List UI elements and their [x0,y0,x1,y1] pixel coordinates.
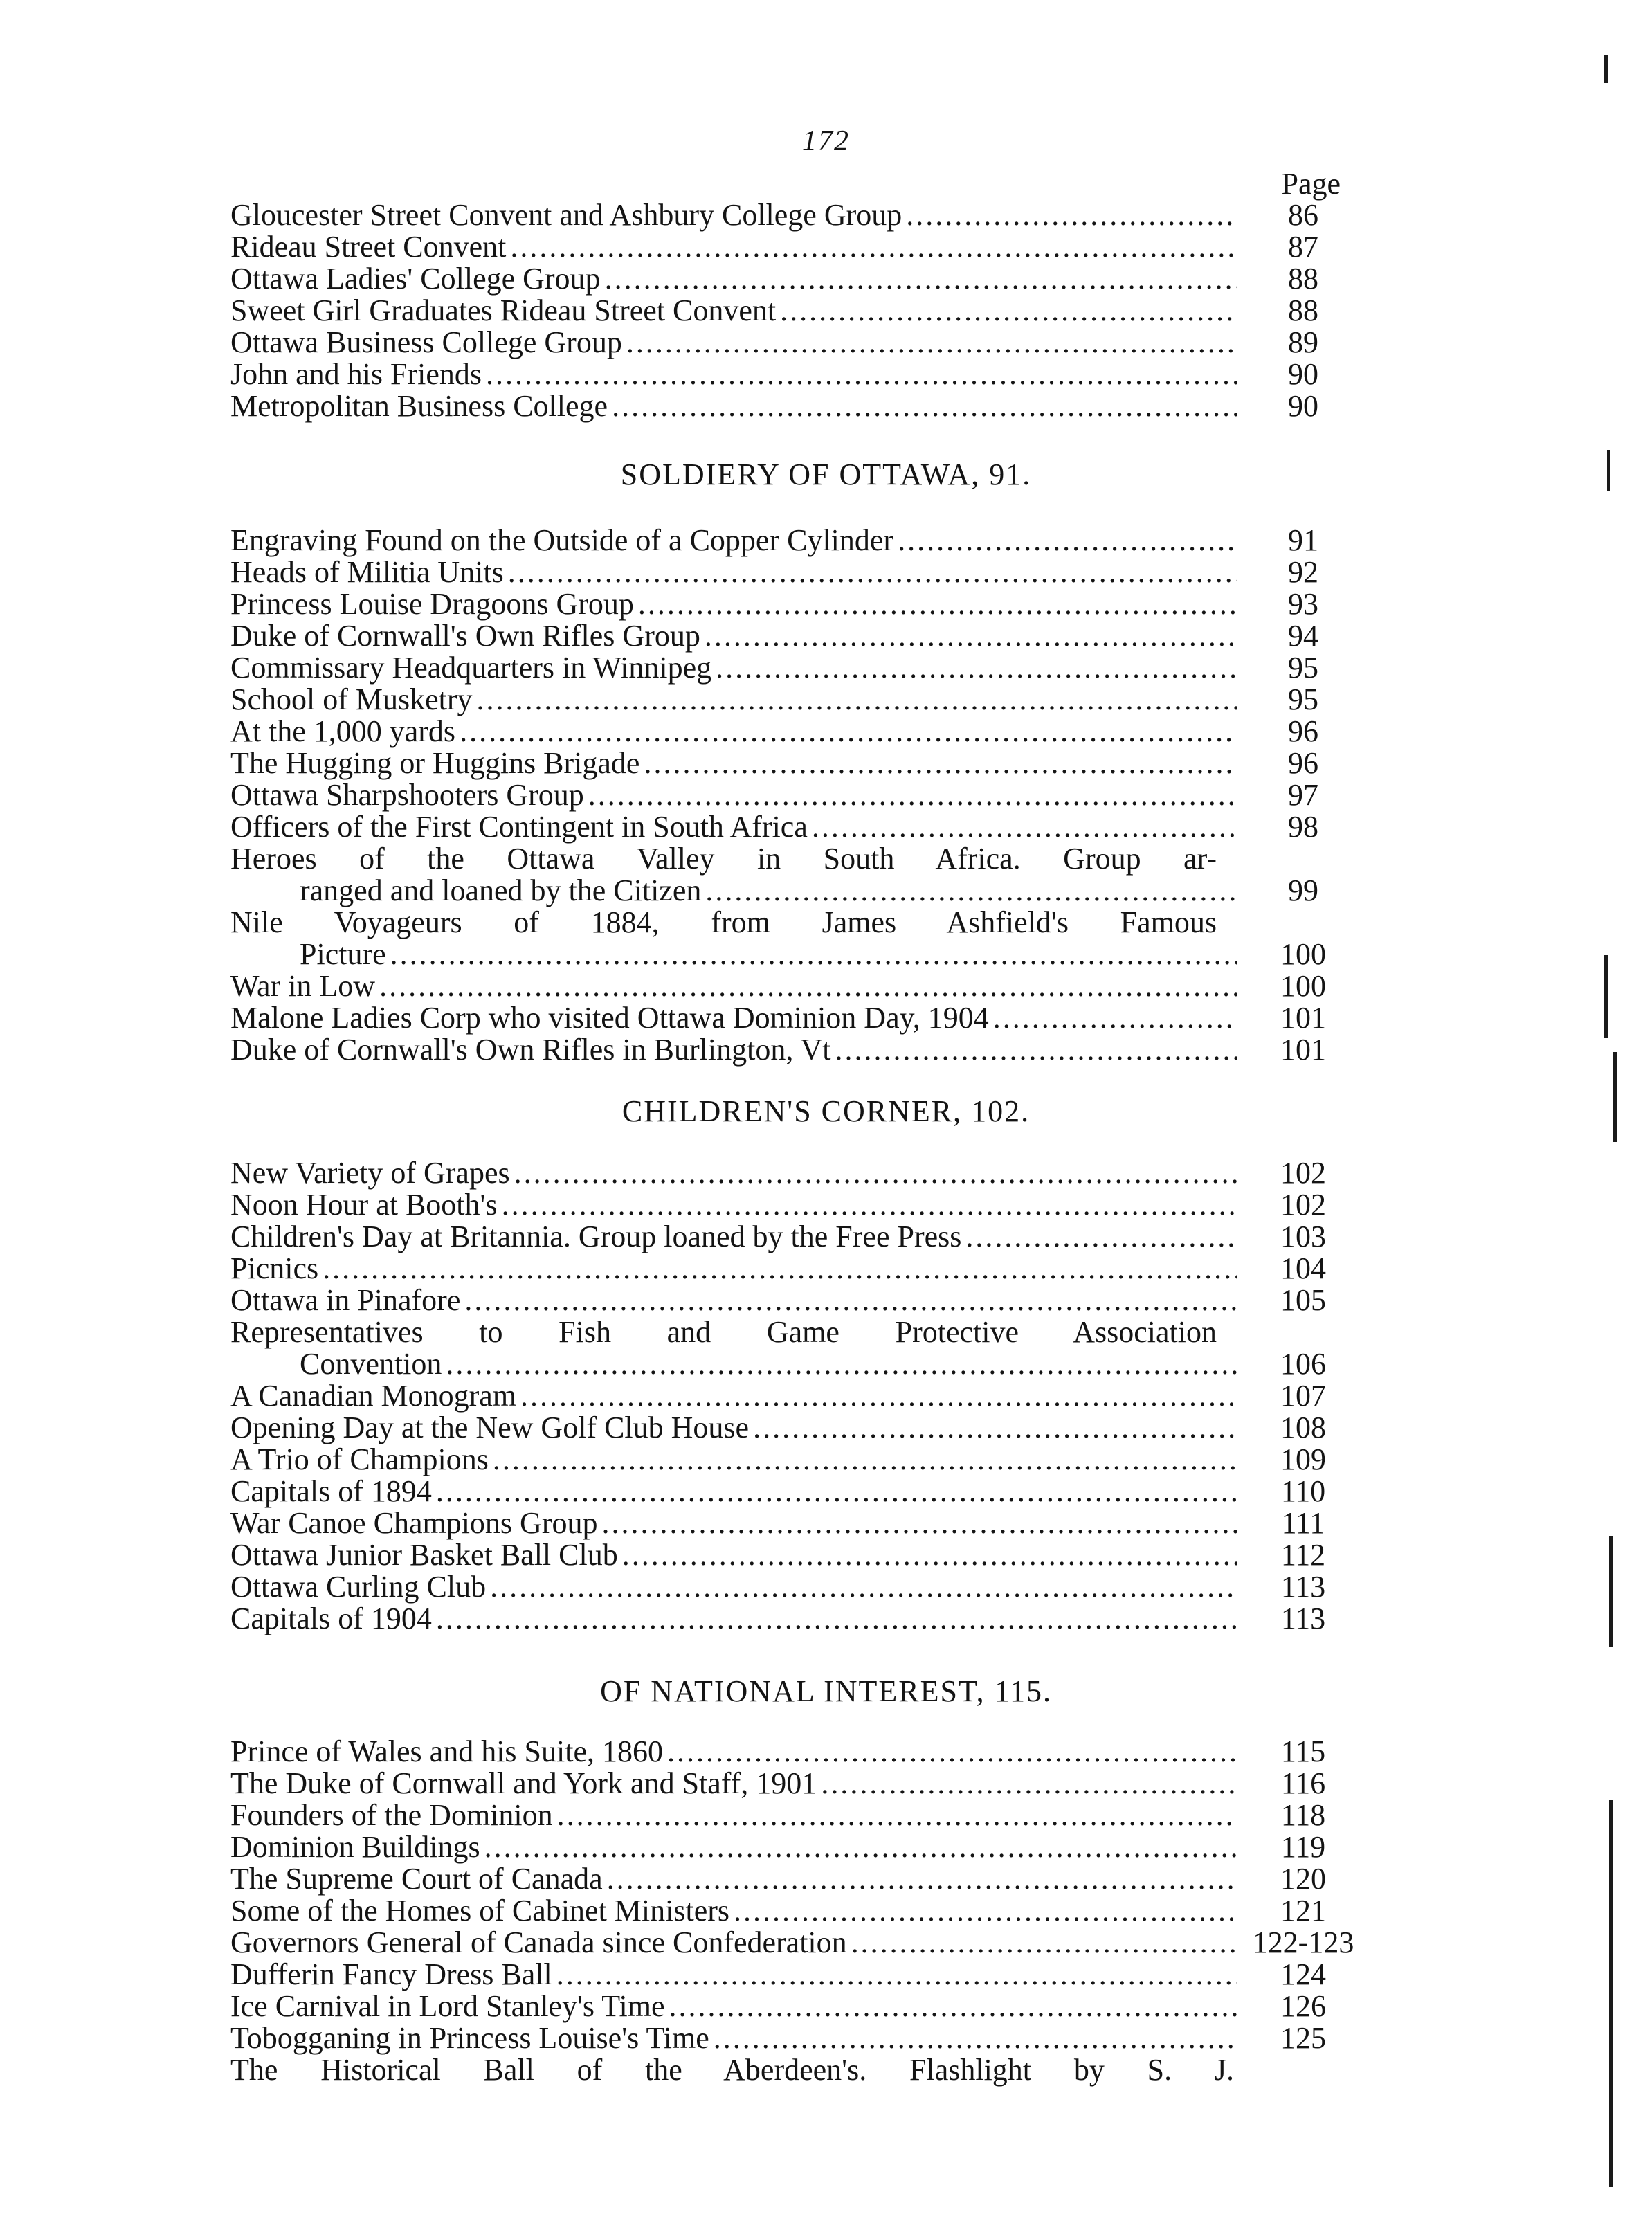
section-heading-soldiery: SOLDIERY OF OTTAWA, 91. [620,457,1032,491]
leader-dots [644,747,1237,779]
toc-entry [230,779,1355,811]
entry-page: 113 [1280,1602,1326,1635]
entry-page: 119 [1280,1830,1326,1864]
toc-entry [230,556,1355,588]
entry-title: The Hugging or Huggins Brigade [230,746,640,780]
entry-title: Picnics [230,1251,319,1285]
toc-entry [230,327,1355,359]
toc-entry [230,1539,1355,1571]
leader-dots [379,970,1237,1002]
toc-entry [230,1991,1355,2022]
leader-dots [906,199,1237,231]
soldiery-list [230,525,1355,1066]
leader-dots [436,1603,1237,1635]
toc-entry [230,525,1355,556]
entry-title-continued: The Historical Ball of the Aberdeen's. Flashlight by S. J. [230,2053,1234,2087]
toc-entry [230,970,1355,1002]
entry-page: 103 [1280,1220,1326,1253]
entry-page: 96 [1288,746,1318,780]
toc-entry [230,1959,1355,1991]
entry-page: 87 [1288,230,1318,264]
toc-entry [230,875,1355,907]
toc-entry [230,1034,1355,1066]
entry-page: 106 [1280,1347,1326,1381]
entry-title: Duke of Cornwall's Own Rifles in Burlington, Vt [230,1033,831,1067]
entry-page: 99 [1288,873,1318,907]
entry-title: Opening Day at the New Golf Club House [230,1411,750,1444]
leader-dots [510,231,1237,263]
entry-title: Ottawa Ladies' College Group [230,262,601,296]
entry-page: 91 [1288,523,1318,557]
entry-page: 113 [1280,1570,1326,1604]
leader-dots [705,620,1237,652]
entry-page: 95 [1288,682,1318,716]
entry-title: Capitals of 1894 [230,1474,432,1508]
entry-title: Duke of Cornwall's Own Rifles Group [230,619,700,653]
entry-title: Picture [300,937,386,971]
entry-title: Gloucester Street Convent and Ashbury College Group [230,198,902,232]
national-list [230,1736,1355,2086]
entry-title: Malone Ladies Corp who visited Ottawa Dominion Day, 1904 [230,1001,989,1035]
leader-dots [484,1831,1237,1863]
entry-title: A Canadian Monogram [230,1379,517,1413]
toc-entry [230,1571,1355,1603]
leader-dots [514,1157,1237,1189]
entry-page: 111 [1281,1506,1325,1540]
toc-entry [230,684,1355,716]
entry-page: 98 [1288,810,1318,844]
page-number: 172 [802,125,850,157]
entry-page: 93 [1288,587,1318,621]
entry-title: Rideau Street Convent [230,230,507,264]
toc-entry [230,716,1355,747]
toc-entry [230,1768,1355,1800]
leader-dots [612,390,1237,422]
entry-page: 102 [1280,1188,1326,1222]
leader-dots [626,327,1237,359]
toc-entry [230,1002,1355,1034]
entry-page: 90 [1288,389,1318,423]
entry-page: 88 [1288,293,1318,327]
leader-dots [821,1768,1237,1800]
leader-dots [622,1539,1237,1571]
toc-entry [230,1895,1355,1927]
leader-dots [557,1800,1237,1831]
entry-title: Ottawa Business College Group [230,325,622,359]
entry-page: 122-123 [1252,1925,1354,1959]
entry-title: Founders of the Dominion [230,1798,553,1832]
page-column-label: Page [1281,167,1341,201]
entry-title: Officers of the First Contingent in South Africa [230,810,808,844]
toc-entry [230,390,1355,422]
entry-title: Dufferin Fancy Dress Ball [230,1957,552,1991]
entry-title: Heads of Militia Units [230,555,504,589]
leader-dots [601,1507,1237,1539]
entry-title: War Canoe Champions Group [230,1506,598,1540]
entry-title: Metropolitan Business College [230,389,608,423]
toc-entry [230,1927,1355,1959]
entry-page: 92 [1288,555,1318,589]
entry-page: 101 [1280,1001,1326,1035]
scan-mark [1609,1800,1613,2187]
leader-dots [436,1476,1237,1507]
entry-page: 124 [1280,1957,1326,1991]
entry-title: Ottawa in Pinafore [230,1283,461,1317]
leader-dots [638,588,1237,620]
section-heading-children: CHILDREN'S CORNER, 102. [621,1094,1031,1128]
toc-entry [230,1253,1355,1285]
toc-entry [230,1800,1355,1831]
toc-entry [230,199,1355,231]
leader-dots [667,1736,1237,1768]
entry-title: Dominion Buildings [230,1830,480,1864]
entry-page: 107 [1280,1379,1326,1413]
toc-entry [230,1603,1355,1635]
leader-dots [705,875,1237,907]
toc-entry [230,1348,1355,1380]
entry-page: 89 [1288,325,1318,359]
leader-dots [734,1895,1237,1927]
entry-title: A Trio of Champions [230,1442,489,1476]
entry-title: Tobogganing in Princess Louise's Time [230,2021,709,2055]
entry-page: 100 [1280,937,1326,971]
entry-page: 96 [1288,714,1318,748]
entry-page: 112 [1280,1538,1326,1572]
entry-title: New Variety of Grapes [230,1156,510,1190]
leader-dots [520,1380,1237,1412]
entry-page: 109 [1280,1442,1326,1476]
entry-title: School of Musketry [230,682,473,716]
toc-entry [230,1831,1355,1863]
section-heading-national: OF NATIONAL INTEREST, 115. [600,1674,1052,1708]
toc-entry [230,1157,1355,1189]
toc-entry [230,1444,1355,1476]
entry-title: Children's Day at Britannia. Group loaned by the Free Press [230,1220,962,1253]
entry-title: Prince of Wales and his Suite, 1860 [230,1734,664,1768]
entry-page: 125 [1280,2021,1326,2055]
toc-entry [230,1285,1355,1316]
scan-mark [1607,450,1610,491]
toc-entry [230,1736,1355,1768]
toc-entry [230,1476,1355,1507]
entry-page: 94 [1288,619,1318,653]
entry-title: Sweet Girl Graduates Rideau Street Convent [230,293,777,327]
entry-page: 90 [1288,357,1318,391]
leader-dots [460,716,1237,747]
entry-title-continued: Nile Voyageurs of 1884, from James Ashfield's Famous [230,905,1217,939]
leader-dots [446,1348,1237,1380]
entry-page: 100 [1280,969,1326,1003]
scan-mark [1604,955,1608,1038]
toc-entry [230,263,1355,295]
entry-title: Princess Louise Dragoons Group [230,587,634,621]
entry-title: Noon Hour at Booth's [230,1188,498,1222]
entry-title: Commissary Headquarters in Winnipeg [230,651,712,685]
scan-mark [1604,55,1608,83]
leader-dots [716,652,1237,684]
scan-mark [1609,1536,1613,1647]
leader-dots [993,1002,1237,1034]
entry-page: 105 [1280,1283,1326,1317]
toc-entry [230,811,1355,843]
children-list [230,1157,1355,1635]
leader-dots [502,1189,1237,1221]
toc-entry [230,231,1355,263]
entry-title-continued: Heroes of the Ottawa Valley in South Africa. Group ar- [230,842,1217,876]
toc-entry [230,588,1355,620]
leader-dots [508,556,1237,588]
leader-dots [477,684,1237,716]
leader-dots [556,1959,1237,1991]
leader-dots [323,1253,1237,1285]
entry-title: Ottawa Junior Basket Ball Club [230,1538,618,1572]
leader-dots [812,811,1237,843]
entry-title: ranged and loaned by the Citizen [300,873,702,907]
entry-title: The Supreme Court of Canada [230,1862,603,1896]
entry-page: 104 [1280,1251,1326,1285]
entry-page: 110 [1280,1474,1326,1508]
entry-page: 121 [1280,1894,1326,1928]
entry-title: Ottawa Curling Club [230,1570,487,1604]
leader-dots [605,263,1237,295]
group1-list [230,199,1355,422]
toc-entry [230,2022,1355,2054]
leader-dots [588,779,1237,811]
entry-page: 97 [1288,778,1318,812]
entry-page: 95 [1288,651,1318,685]
leader-dots [898,525,1237,556]
toc-entry [230,939,1355,970]
entry-page: 88 [1288,262,1318,296]
toc-entry [230,620,1355,652]
entry-title: The Duke of Cornwall and York and Staff, 1901 [230,1766,817,1800]
toc-entry [230,295,1355,327]
entry-title: Ottawa Sharpshooters Group [230,778,584,812]
entry-page: 118 [1280,1798,1326,1832]
leader-dots [464,1285,1237,1316]
toc-entry [230,1189,1355,1221]
entry-page: 120 [1280,1862,1326,1896]
entry-page: 108 [1280,1411,1326,1444]
toc-entry [230,1863,1355,1895]
entry-title: Ice Carnival in Lord Stanley's Time [230,1989,665,2023]
toc-entry [230,359,1355,390]
entry-page: 102 [1280,1156,1326,1190]
scan-mark [1613,1052,1617,1142]
leader-dots [390,939,1237,970]
toc-entry [230,1412,1355,1444]
toc-entry [230,1221,1355,1253]
entry-title: Some of the Homes of Cabinet Ministers [230,1894,730,1928]
leader-dots [486,359,1237,390]
entry-title: Governors General of Canada since Confederation [230,1925,847,1959]
entry-title: War in Low [230,969,376,1003]
leader-dots [669,1991,1237,2022]
leader-dots [835,1034,1237,1066]
toc-entry [230,1507,1355,1539]
entry-page: 116 [1280,1766,1326,1800]
leader-dots [493,1444,1237,1476]
toc-entry [230,1380,1355,1412]
entry-title: Convention [300,1347,442,1381]
leader-dots [780,295,1237,327]
entry-title: At the 1,000 yards [230,714,456,748]
entry-page: 115 [1280,1734,1326,1768]
entry-title: Capitals of 1904 [230,1602,432,1635]
leader-dots [851,1927,1237,1959]
leader-dots [490,1571,1237,1603]
toc-entry [230,747,1355,779]
entry-title-continued: Representatives to Fish and Game Protective Association [230,1315,1217,1349]
entry-page: 86 [1288,198,1318,232]
leader-dots [753,1412,1237,1444]
toc-entry [230,652,1355,684]
leader-dots [714,2022,1237,2054]
leader-dots [965,1221,1237,1253]
entry-page: 126 [1280,1989,1326,2023]
entry-page: 101 [1280,1033,1326,1067]
leader-dots [607,1863,1237,1895]
entry-title: John and his Friends [230,357,482,391]
entry-title: Engraving Found on the Outside of a Copper Cylinder [230,523,894,557]
